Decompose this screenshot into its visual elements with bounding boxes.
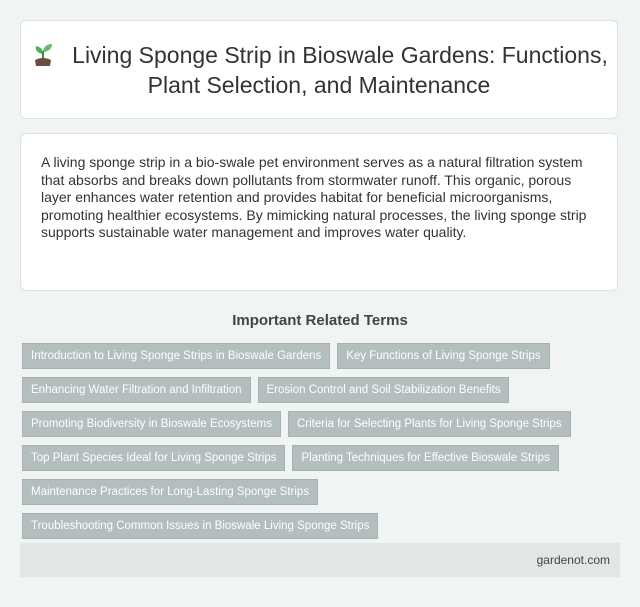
page-title (21, 40, 617, 100)
related-term-tag[interactable]: Maintenance Practices for Long-Lasting Sponge Strips (22, 479, 318, 505)
footer-site: gardenot.com (536, 553, 610, 567)
related-term-tag[interactable]: Troubleshooting Common Issues in Bioswale Living Sponge Strips (22, 513, 378, 539)
intro-card (20, 133, 618, 291)
related-term-tag[interactable]: Planting Techniques for Effective Bioswale Strips (292, 445, 558, 471)
sprout-icon (30, 40, 56, 66)
related-term-tag[interactable]: Erosion Control and Soil Stabilization Benefits (258, 377, 510, 403)
related-term-tag[interactable]: Promoting Biodiversity in Bioswale Ecosystems (22, 411, 281, 437)
footer (20, 543, 620, 577)
title-card (20, 20, 618, 119)
related-terms-list (22, 343, 622, 539)
related-term-tag[interactable]: Enhancing Water Filtration and Infiltration (22, 377, 251, 403)
related-term-tag[interactable]: Criteria for Selecting Plants for Living Sponge Strips (288, 411, 571, 437)
intro-paragraph: A living sponge strip in a bio-swale pet environment serves as a natural filtration system that absorbs and breaks down pollutants from stormwater runoff. This organic, porous layer enhances water retention and provides habitat for beneficial microorganisms, promoting healthier ecosystems. By mimicking natural processes, the living sponge strip supports sustainable water management and improves water quality. (41, 154, 587, 241)
related-term-tag[interactable]: Top Plant Species Ideal for Living Sponge Strips (22, 445, 285, 471)
related-term-tag[interactable]: Key Functions of Living Sponge Strips (337, 343, 549, 369)
page-title-text: Living Sponge Strip in Bioswale Gardens: Functions, Plant Selection, and Maintenance (72, 41, 608, 98)
related-terms-heading: Important Related Terms (232, 312, 408, 329)
related-term-tag[interactable]: Introduction to Living Sponge Strips in Bioswale Gardens (22, 343, 330, 369)
